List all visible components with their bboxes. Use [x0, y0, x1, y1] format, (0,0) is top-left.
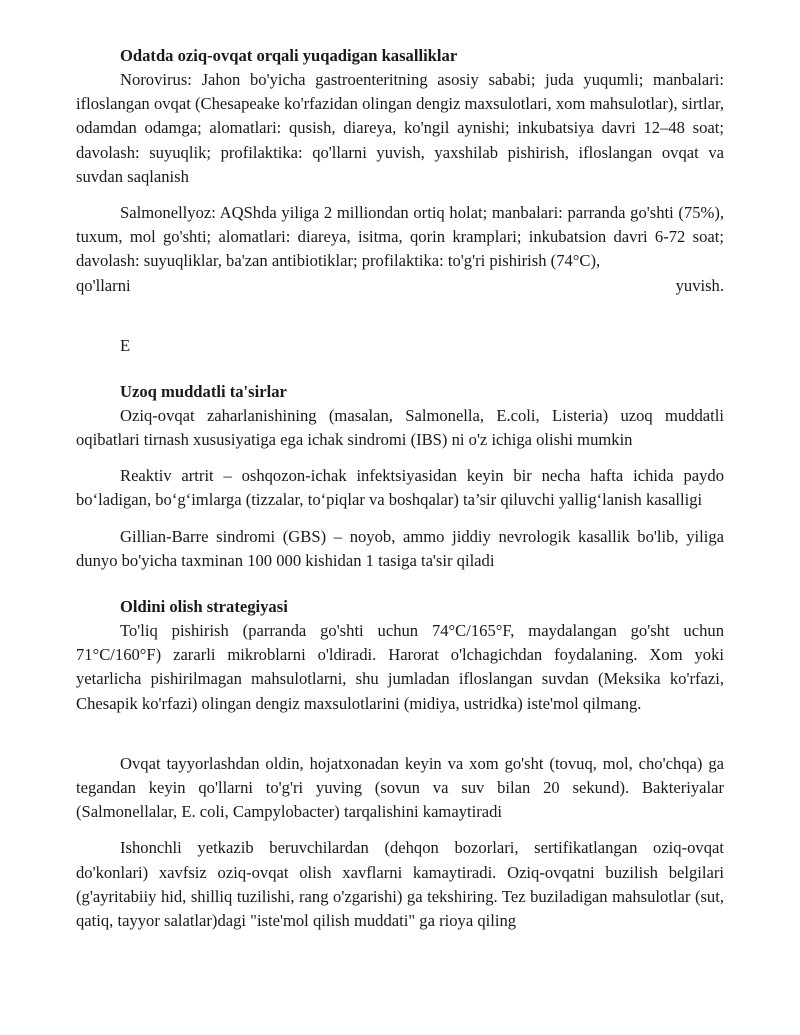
last-line-left: qo'llarni	[76, 275, 131, 295]
section-heading-foodborne-diseases: Odatda oziq-ovqat orqali yuqadigan kasalliklar	[120, 46, 458, 65]
paragraph-reactive-arthritis: Reaktiv artrit – oshqozon-ichak infektsiyasidan keyin bir necha hafta ichida paydo bo‘ladigan, bo‘g‘imlarga (tizzalar, to‘piqlar va boshqalar) ta’sir qiluvchi yallig‘lanish kasalligi	[76, 466, 724, 510]
paragraph-hand-washing: Ovqat tayyorlashdan oldin, hojatxonadan keyin va xom go'sht (tovuq, mol, cho'chqa) ga tegandan keyin qo'llarni to'g'ri yuving (sovun va suv bilan 20 sekund). Bakteriyalar (Salmonellalar, E. coli, Campylobacter) tarqalishini kamaytiradi	[76, 753, 724, 822]
paragraph-norovirus: Norovirus: Jahon bo'yicha gastroenteritning asosiy sababi; juda yuqumli; manbalari: ifloslangan ovqat (Chesapeake ko'rfazidan olingan dengiz maxsulotlari, xom mahsulotlar), sirtlar, odamdan odamga; alomatlari: qusish, diareya, ko'ngil aynishi; inkubatsiya davri 12–48 soat; davolash: suyuqlik; profilaktika: qo'llarni yuvish, yaxshilab pishirish, ifloslangan ovqat va suvdan saqlanish	[76, 70, 724, 186]
paragraph-thorough-cooking: To'liq pishirish (parranda go'shti uchun 74°C/165°F, maydalangan go'sht uchun 71°C/160°F) zararli mikroblarni o'ldiradi. Harorat o'lchagichdan foydalaning. Xom yoki yetarlicha pishirilmagan mahsulotlarni, shu jumladan ifloslangan suvdan (Meksika ko'rfazi, Chesapik ko'rfazi) olingan dengiz maxsulotlarini (midiya, ustridka) iste'mol qilmang.	[76, 621, 724, 713]
section-heading-long-term-effects: Uzoq muddatli ta'sirlar	[120, 381, 287, 401]
paragraph-salmonellosis: Salmonellyoz: AQShda yiliga 2 milliondan ortiq holat; manbalari: parranda go'shti (75%), tuxum, mol go'shti; alomatlari: diareya, isitma, qorin kramplari; inkubatsion davri 6-72 soat; davolash: suyuqliklar, ba'zan antibiotiklar; profilaktika: to'g'ri pishirish (74°C),	[76, 203, 724, 271]
section-heading-prevention-strategy: Oldini olish strategiyasi	[120, 597, 288, 617]
paragraph-guillain-barre: Gillian-Barre sindromi (GBS) – noyob, ammo jiddiy nevrologik kasallik bo'lib, yiliga dunyo bo'yicha taxminan 100 000 kishidan 1 tasiga ta'sir qiladi	[76, 526, 724, 570]
paragraph-long-term-consequences: Oziq-ovqat zaharlanishining (masalan, Salmonella, E.coli, Listeria) uzoq muddatli oqibatlari tirnash xususiyatiga ega ichak sindromi (IBS) ni o'z ichiga olishi mumkin	[76, 405, 724, 450]
paragraph-salmonellosis-last-line	[76, 274, 724, 298]
stray-letter: E	[120, 335, 131, 355]
paragraph-reliable-suppliers: Ishonchli yetkazib beruvchilardan (dehqon bozorlari, sertifikatlangan oziq-ovqat do'konlari) xavfsiz oziq-ovqat olish xavflarni kamaytiradi. Oziq-ovqatni buzilish belgilari (g'ayritabiiy hid, shilliq tuzilishi, rang o'zgarishi) ga tekshiring. Tez buziladigan mahsulotlar (sut, qatiq, tayyor salatlar)dagi "iste'mol qilish muddati" ga rioya qiling	[76, 838, 724, 931]
last-line-right: yuvish.	[675, 275, 724, 295]
